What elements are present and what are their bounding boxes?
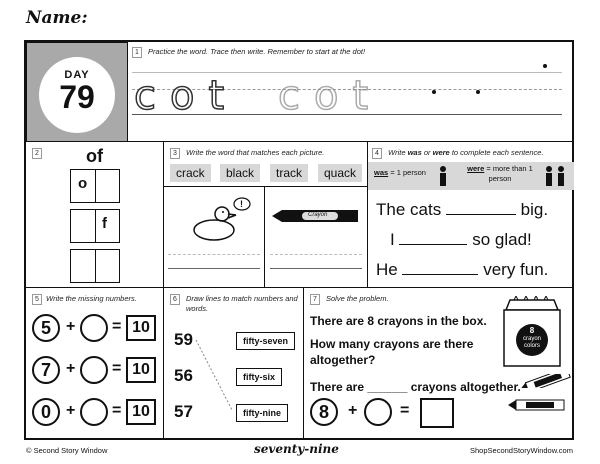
q3-section <box>164 142 368 288</box>
q1-section <box>128 42 574 142</box>
q2-number: 2 <box>32 148 42 159</box>
name-label: Name: <box>26 8 88 28</box>
q6-section <box>164 288 304 438</box>
choice-track: track <box>270 164 308 182</box>
footer-day-word: seventy-nine <box>254 442 339 456</box>
start-dot-c <box>432 90 436 94</box>
start-dot-o <box>476 90 480 94</box>
choice-crack: crack <box>170 164 211 182</box>
addend-a-1: 5 <box>32 314 60 342</box>
answer-circle-2[interactable] <box>80 356 108 384</box>
letter-f: f <box>102 215 107 232</box>
match-word-fifty-seven[interactable]: fifty-seven <box>236 332 295 350</box>
q7-number: 7 <box>310 294 320 305</box>
q7-addend: 8 <box>310 398 338 426</box>
speech-mark: ! <box>240 199 243 209</box>
q4-section <box>368 142 574 288</box>
q4-instruction: Write was or were to complete each sentence. <box>388 148 544 157</box>
sum-1: 10 <box>126 315 156 341</box>
sentence-2: I so glad! <box>390 230 532 249</box>
choice-quack: quack <box>318 164 362 182</box>
match-number-57[interactable]: 57 <box>174 402 193 421</box>
people-icon <box>544 165 568 187</box>
q6-instruction: Draw lines to match numbers and words. <box>186 294 298 313</box>
answer-circle-3[interactable] <box>80 398 108 426</box>
start-dot-t <box>543 64 547 68</box>
sum-2: 10 <box>126 357 156 383</box>
crayon-box-number: 8 <box>529 326 535 335</box>
q7-answer-box[interactable] <box>420 398 454 428</box>
match-word-fifty-nine[interactable]: fifty-nine <box>236 404 288 422</box>
q4-number: 4 <box>372 148 382 159</box>
q1-number: 1 <box>132 47 142 58</box>
q5-number: 5 <box>32 294 42 305</box>
q4-key <box>368 162 574 190</box>
choice-black: black <box>220 164 260 182</box>
key-was: was = 1 person <box>374 168 426 177</box>
q7-answer-circle[interactable] <box>364 398 392 426</box>
q7-line-2: How many crayons are there altogether? <box>310 337 474 367</box>
q5-instruction: Write the missing numbers. <box>46 294 137 303</box>
day-badge <box>39 57 115 133</box>
sentence-3: He very fun. <box>376 260 549 279</box>
addend-a-3: 0 <box>32 398 60 426</box>
trace-word-dotted: cot <box>278 73 383 119</box>
letter-o: o <box>78 175 88 192</box>
duck-icon <box>178 196 258 246</box>
q1-instruction: Practice the word. Trace then write. Remember to start at the dot! <box>148 47 366 56</box>
loose-crayon-1-icon <box>518 374 572 388</box>
worksheet <box>24 40 574 440</box>
match-number-59[interactable]: 59 <box>174 330 193 349</box>
sum-3: 10 <box>126 399 156 425</box>
trace-word-outline: cot <box>134 73 239 119</box>
match-word-fifty-six[interactable]: fifty-six <box>236 368 282 386</box>
q7-instruction: Solve the problem. <box>326 294 389 303</box>
match-number-56[interactable]: 56 <box>174 366 193 385</box>
crayon-box-label: crayon colors <box>522 336 541 349</box>
q7-section: 7 Solve the problem. There are 8 crayons in the box. How many crayons are there altogether? There are ______ crayons altogether. 8 crayon colors 8 + = <box>304 288 574 438</box>
q6-number: 6 <box>170 294 180 305</box>
q3-number: 3 <box>170 148 180 159</box>
addend-a-2: 7 <box>32 356 60 384</box>
q5-section: 5 Write the missing numbers. 5 + = 10 7 + = 10 0 + = 10 <box>26 288 164 438</box>
person-icon <box>438 165 448 187</box>
key-were: were = more than 1 person <box>467 164 533 183</box>
sentence-1: The cats big. <box>376 200 549 219</box>
blank-1[interactable] <box>446 214 516 215</box>
loose-crayon-2-icon <box>508 398 568 412</box>
footer-website[interactable]: ShopSecondStoryWindow.com <box>470 446 573 455</box>
q3-instruction: Write the word that matches each picture. <box>186 148 325 157</box>
q7-line-1: There are 8 crayons in the box. <box>310 314 487 328</box>
q2-word: of <box>86 146 103 166</box>
crayon-label: Crayon <box>308 212 328 218</box>
footer-copyright: © Second Story Window <box>26 446 108 455</box>
blank-3[interactable] <box>402 274 478 275</box>
q2-section <box>26 142 164 288</box>
day-label: DAY <box>64 69 90 81</box>
day-number: 79 <box>59 79 95 115</box>
day-panel <box>26 42 128 142</box>
q7-line-3: There are ______ crayons altogether. <box>310 380 521 394</box>
answer-circle-1[interactable] <box>80 314 108 342</box>
match-line-example <box>194 338 234 418</box>
blank-2[interactable] <box>399 244 467 245</box>
